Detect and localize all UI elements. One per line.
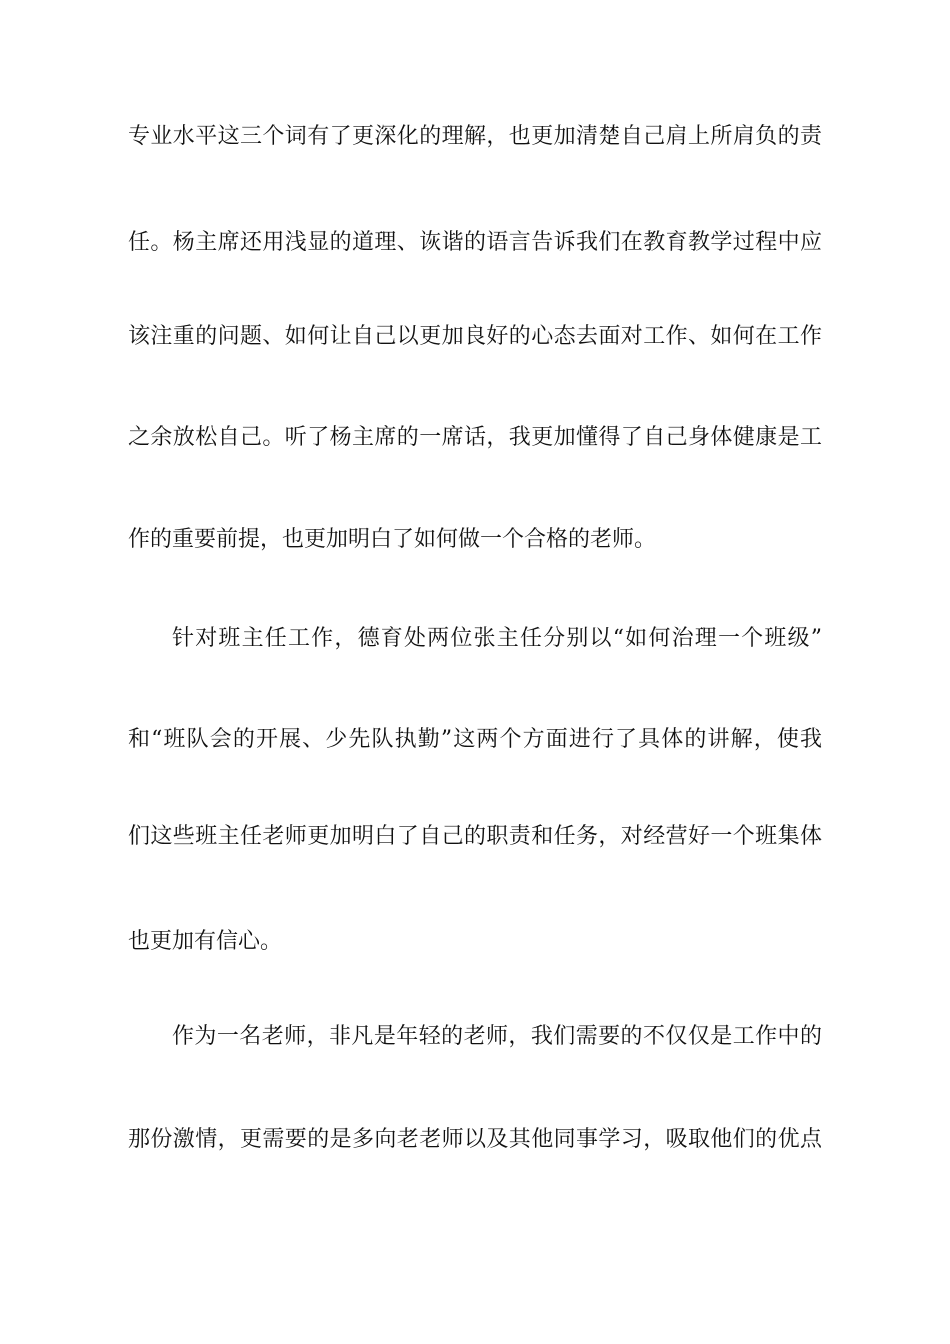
text-line: 那份激情，更需要的是多向老老师以及其他同事学习，吸取他们的优点 [128,1127,822,1152]
text-line: 任。杨主席还用浅显的道理、诙谐的语言告诉我们在教育教学过程中应 [128,230,822,255]
paragraph-first-line: 针对班主任工作，德育处两位张主任分别以“如何治理一个班级” [172,626,822,651]
text-line: 作的重要前提，也更加明白了如何做一个合格的老师。 [128,527,657,552]
text-line: 之余放松自己。听了杨主席的一席话，我更加懂得了自己身体健康是工 [128,425,822,450]
text-line: 专业水平这三个词有了更深化的理解，也更加清楚自己肩上所肩负的责 [128,124,822,149]
text-line: 和“班队会的开展、少先队执勤”这两个方面进行了具体的讲解，使我 [128,727,822,752]
text-line: 们这些班主任老师更加明白了自己的职责和任务，对经营好一个班集体 [128,824,822,849]
text-line: 该注重的问题、如何让自己以更加良好的心态去面对工作、如何在工作 [128,324,822,349]
paragraph-first-line: 作为一名老师，非凡是年轻的老师，我们需要的不仅仅是工作中的 [172,1024,822,1049]
text-line: 也更加有信心。 [128,929,283,954]
